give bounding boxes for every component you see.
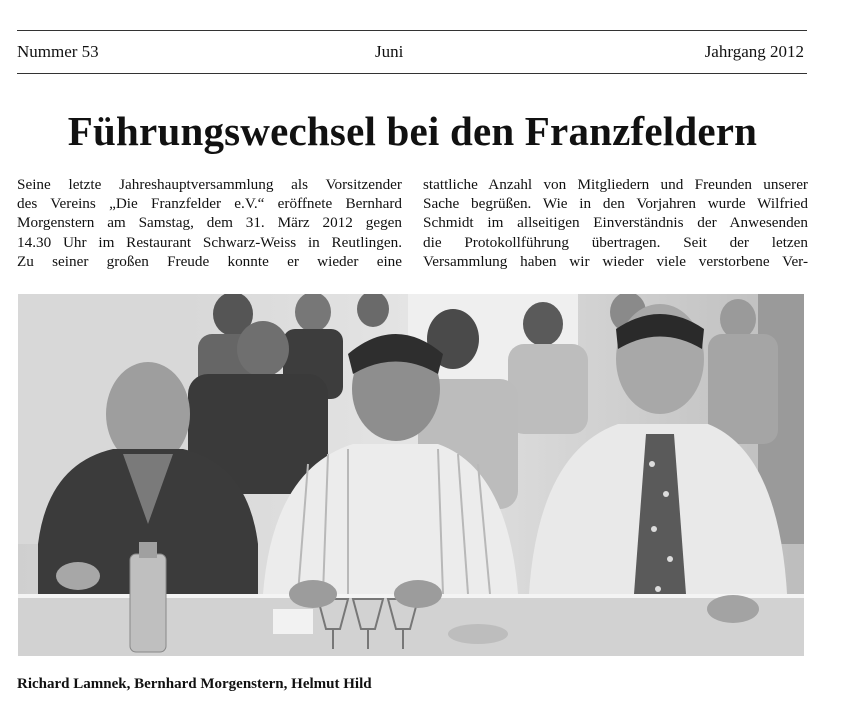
text-line: Seine letzte Jahreshauptversammlung als Vorsitzender <box>17 176 402 193</box>
text-line: des Vereins „Die Franzfelder e.V.“ eröffnete Bernhard <box>17 195 402 213</box>
text-line: Schmidt im allseitigen Einverständnis der Anwesenden <box>423 214 808 232</box>
text-line: 14.30 Uhr im Restaurant Schwarz-Weiss in Reutlingen. <box>17 233 402 251</box>
text-line: Morgenstern am Samstag, dem 31. März 2012 gegen <box>17 214 402 232</box>
top-rule <box>17 30 807 31</box>
text-line: die Protokollführung übertragen. Seit der letzen <box>423 233 808 251</box>
article-photo <box>18 294 804 656</box>
text-line: stattliche Anzahl von Mitgliedern und Freunden unserer <box>423 176 808 193</box>
issue-month: Juni <box>375 42 404 61</box>
photo-caption: Richard Lamnek, Bernhard Morgenstern, Helmut Hild <box>17 676 372 692</box>
column-left <box>17 175 402 271</box>
issue-number: Nummer 53 <box>17 42 99 61</box>
text-line: Sache begrüßen. Wie in den Vorjahren wurde Wilfried <box>423 195 808 213</box>
text-line: Zu seiner großen Freude konnte er wieder eine <box>17 252 402 270</box>
masthead-rule <box>17 73 807 74</box>
column-right <box>423 175 808 271</box>
article-headline: Führungswechsel bei den Franzfeldern <box>67 108 758 154</box>
text-line: Versammlung haben wir wieder viele verstorbene Ver- <box>423 252 808 270</box>
issue-volume: Jahrgang 2012 <box>704 42 804 61</box>
